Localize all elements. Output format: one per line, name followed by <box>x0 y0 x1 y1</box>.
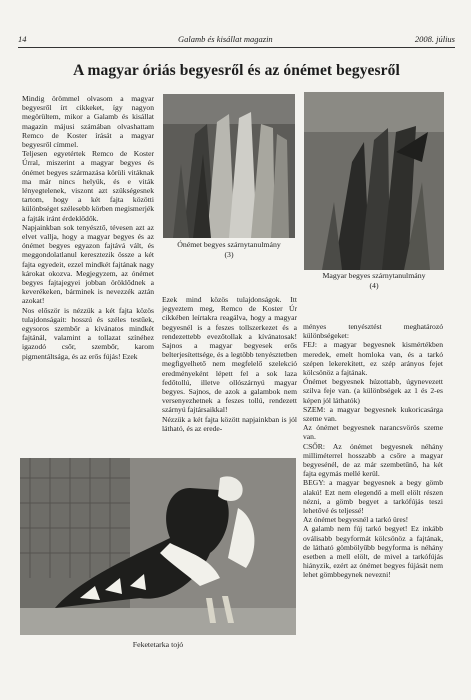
issue-date: 2008. július <box>414 34 455 44</box>
wing-study-photo-4 <box>304 92 444 270</box>
paragraph: Mindig örömmel olvasom a magyar begyesről írt cikkeket, így nagyon megörültem, mikor a Galamb és kisállat magazin májusi számában olvashattam Remco de Koster írását a magyar begyesről címmel. <box>22 94 154 150</box>
article-column-2 <box>162 295 297 433</box>
photo-3-caption <box>163 240 295 260</box>
paragraph: FEJ: a magyar begyesnek kismértékben meredek, emelt homloka van, és a tarkó szépen lekerekített, ez szép arányos fejet kölcsönöz a fajtának. <box>303 340 443 378</box>
paragraph: Az ónémet begyesnek narancsvörös szeme van. <box>303 423 443 442</box>
paragraph: A galamb nem fúj tarkó begyet! Ez inkább oválisabb begyformát kölcsönöz a fajtának, de látható gömbölyűbb begyforma is néhány esetben a mell elölt, de mivel a tarkófújás hiányzik, ezért az ónémet begyes fújását nem lehet gömbbegynek nevezni! <box>303 524 443 580</box>
page-number: 14 <box>18 34 27 44</box>
paragraph: BEGY: a magyar begyesnek a begy gömb alakú! Ezt nem elegendő a mell elölt részen nézni, a gömb begyet a tarkófújás teszi lehetővé és teljessé! <box>303 478 443 516</box>
pigeon-image <box>20 458 296 635</box>
paragraph: Ónémet begyesnek húzottabb, úgynevezett szilva feje van. (a különbségek az 1 és 2-es képen jól láthatók) <box>303 377 443 405</box>
paragraph: ményes tenyésztést meghatározó különbségeket: <box>303 322 443 341</box>
pigeon-photo-caption: Feketetarka tojó <box>132 640 184 649</box>
wing-feathers-image <box>163 94 295 238</box>
paragraph: Ezek mind közös tulajdonságok. Itt jegyeztem meg, Remco de Koster Úr cikkében leírtakra reagálva, hogy a magyar begyesnél is a feszes tollszerkezet és a rendezettebb evezőtollak a kívánatosak! Sajnos a magyar begyesek erős belterjesítettsége, és a legtöbb tenyésztetben megfigyelhető nem megfelelő szelekció eredményeként lépett fel a sok laza fedőtollú, illetve ollószárnyú magyar begyes. Sajnos, de azok a galambok nem versenyezhetnek a feszes tollú, rendezett szárnyú fajtársaikkal! <box>162 295 297 415</box>
paragraph: Napjainkban sok tenyésztő, tévesen azt az elvet vallja, hogy a magyar begyes és az ónémet begyes egyazon fajtává vált, és meggondolatlanul keresztezik össze a két fajta egyedeit, ezzel mindkét fajtának nagy károkat okozva. Megjegyzem, az ónémet begyes fajtajegyei jobban öröklődnek a keverékeken, bárminek is nevezzék aztán azokat! <box>22 222 154 306</box>
paragraph: Teljesen egyetértek Remco de Koster Úrral, miszerint a magyar begyes és ónémet begyes származása körüli vitáknak ma már nincs helyük, és e viták lényegtelenek, viszont azt szükségesnek tartom, hogy a két fajta közötti különbséget szélesebb körben megismerjék a fajták iránt érdeklődők. <box>22 149 154 223</box>
wing-feathers-image <box>304 92 444 270</box>
article-column-3 <box>303 322 443 580</box>
header-rule <box>18 47 455 48</box>
caption-text: Ónémet begyes szárnytanulmány (3) <box>177 240 281 259</box>
paragraph: Nézzük a két fajta között napjainkban is jól látható, és az erede- <box>162 414 297 433</box>
photo-4-caption <box>304 271 444 291</box>
running-header <box>18 34 455 48</box>
paragraph: CSŐR: Az ónémet begyesnek néhány milliméterrel hosszabb a csőre a magyar begyesénél, de az már szembetűnő, ha két fajta egymás mellé kerül. <box>303 441 443 479</box>
wing-study-photo-3 <box>163 94 295 238</box>
article-title: A magyar óriás begyesről és az ónémet begyesről <box>73 62 400 79</box>
paragraph: SZEM: a magyar begyesnek kukoricasárga szeme van. <box>303 404 443 424</box>
paragraph: Nos először is nézzük a két fajta közös tulajdonságait: hosszú és széles testűek, egysoros szembőr a kívánatos mindkét fajtánál, valamint a tollazat színéhez igazodó csőr, szembőr, karom pigmentáltsága, és az erős fújás! Ezek <box>22 305 154 361</box>
article-column-1 <box>22 94 154 361</box>
caption-text: Magyar begyes szárnytanulmány (4) <box>322 271 426 290</box>
magazine-name: Galamb és kisállat magazin <box>178 34 273 44</box>
pigeon-photo <box>20 458 296 635</box>
paragraph: Az ónémet begyesnél a tarkó üres! <box>303 515 409 525</box>
